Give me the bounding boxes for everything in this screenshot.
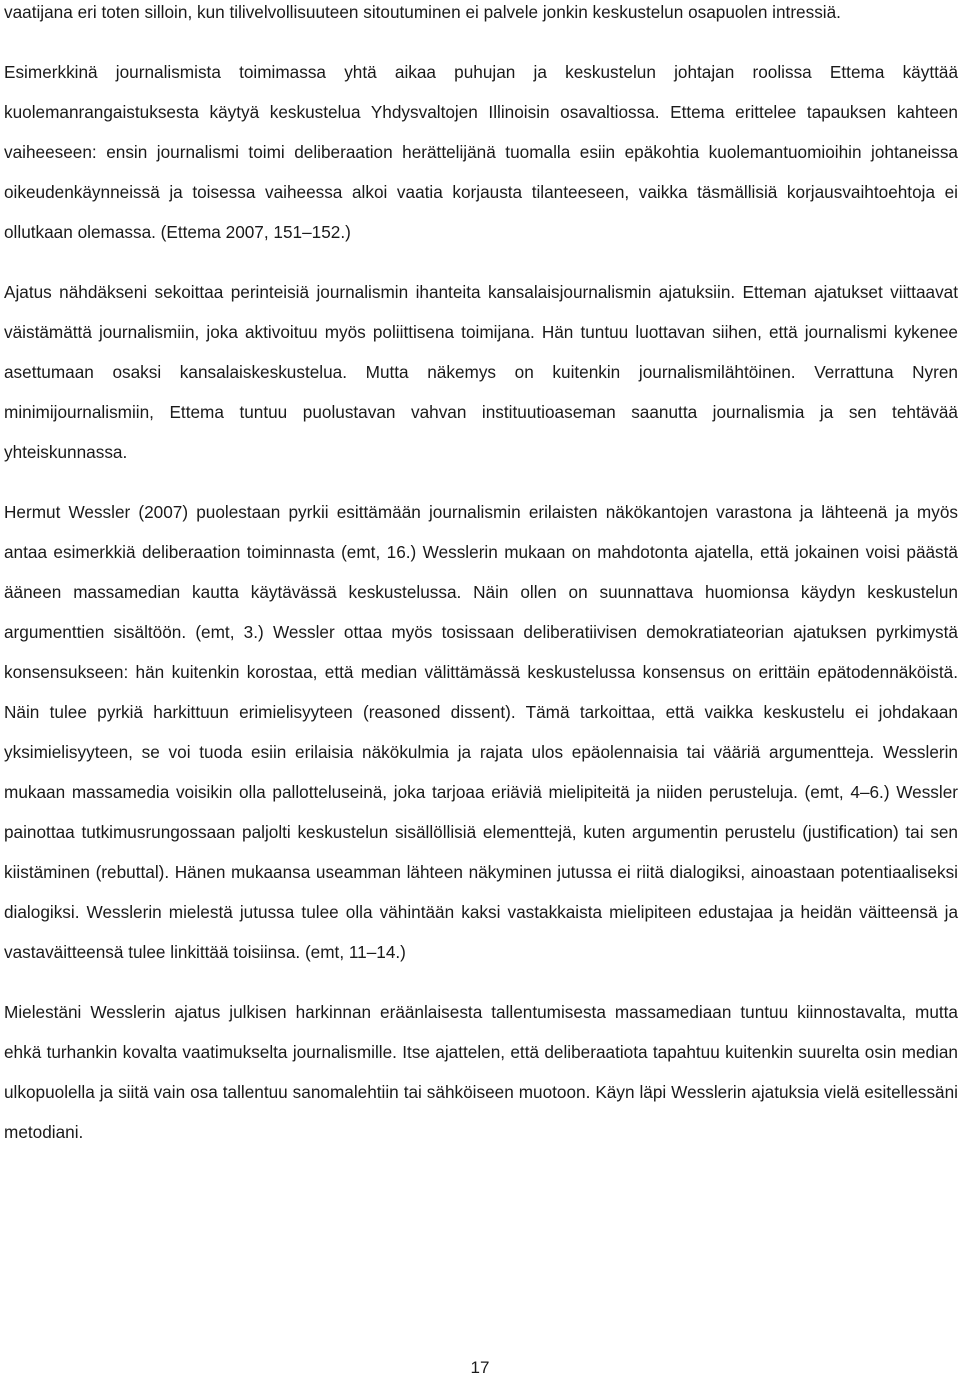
- paragraph: Esimerkkinä journalismista toimimassa yhtä aikaa puhujan ja keskustelun johtajan roolissa Ettema käyttää kuolemanrangaistuksesta käytyä keskustelua Yhdysvaltojen Illinoisin osavaltiossa. Ettema erittelee tapauksen kahteen vaiheeseen: ensin journalismi toimi deliberaation herättelijänä tuomalla esiin epäkohtia kuolemantuomioihin johtaneissa oikeudenkäynneissä ja toisessa vaiheessa alkoi vaatia korjausta tilanteeseen, vaikka täsmällisiä korjausvaihtoehtoja ei ollutkaan olemassa. (Ettema 2007, 151–152.): [4, 62, 958, 242]
- paragraph: vaatijana eri toten silloin, kun tilivelvollisuuteen sitoutuminen ei palvele jonkin keskustelun osapuolen intressiä.: [4, 2, 841, 22]
- paragraph: Ajatus nähdäkseni sekoittaa perinteisiä journalismin ihanteita kansalaisjournalismin ajatuksiin. Etteman ajatukset viittaavat väistämättä journalismiin, joka aktivoituu myös poliittisena toimijana. Hän tuntuu luottavan siihen, että journalismi kykenee asettumaan osaksi kansalaiskeskustelua. Mutta näkemys on kuitenkin journalismilähtöinen. Verrattuna Nyren minimijournalismiin, Ettema tuntuu puolustavan vahvan instituutioaseman saanutta journalismia ja sen tehtävää yhteiskunnassa.: [4, 282, 958, 462]
- paragraph: Mielestäni Wesslerin ajatus julkisen harkinnan eräänlaisesta tallentumisesta massamediaan tuntuu kiinnostavalta, mutta ehkä turhankin kovalta vaatimukselta journalismille. Itse ajattelen, että deliberaatiota tapahtuu kuitenkin suurelta osin median ulkopuolella ja siitä vain osa tallentuu sanomalehtiin tai sähköiseen muotoon. Käyn läpi Wesslerin ajatuksia vielä esitellessäni metodiani.: [4, 1002, 958, 1142]
- page-number: 17: [470, 1358, 490, 1377]
- document-body: [4, 0, 958, 1172]
- paragraph: Hermut Wessler (2007) puolestaan pyrkii esittämään journalismin erilaisten näkökantojen varastona ja lähteenä ja myös antaa esimerkkiä deliberaation toiminnasta (emt, 16.) Wesslerin mukaan on mahdotonta ajatella, että jokainen voisi päästä ääneen massamedian kautta käytävässä keskustelussa. Näin ollen on suunnattava huomionsa käydyn keskustelun argumenttien sisältöön. (emt, 3.) Wessler ottaa myös tosissaan deliberatiivisen demokratiateorian ajatuksen pyrkimystä konsensukseen: hän kuitenkin korostaa, että median välittämässä keskustelussa konsensus on erittäin epätodennäköistä. Näin tulee pyrkiä harkittuun erimielisyyteen (reasoned dissent). Tämä tarkoittaa, että vaikka keskustelu ei johdakaan yksimielisyyteen, se voi tuoda esiin erilaisia näkökulmia ja rajata ulos epäolennaisia tai vääriä argumentteja. Wesslerin mukaan massamedia voisikin olla pallotteluseinä, joka tarjoaa eriäviä mielipiteitä ja niiden perusteluja. (emt, 4–6.) Wessler painottaa tutkimusrungossaan paljolti keskustelun sisällöllisiä elementtejä, kuten argumentin perustelu (justification) tai sen kiistäminen (rebuttal). Hänen mukaansa useamman lähteen näkyminen jutussa ei riitä dialogiksi, ainoastaan potentiaaliseksi dialogiksi. Wesslerin mielestä jutussa tulee olla vähintään kaksi vastakkaista mielipiteen edustajaa ja heidän väitteensä ja vastaväitteensä tulee linkittää toisiinsa. (emt, 11–14.): [4, 502, 958, 962]
